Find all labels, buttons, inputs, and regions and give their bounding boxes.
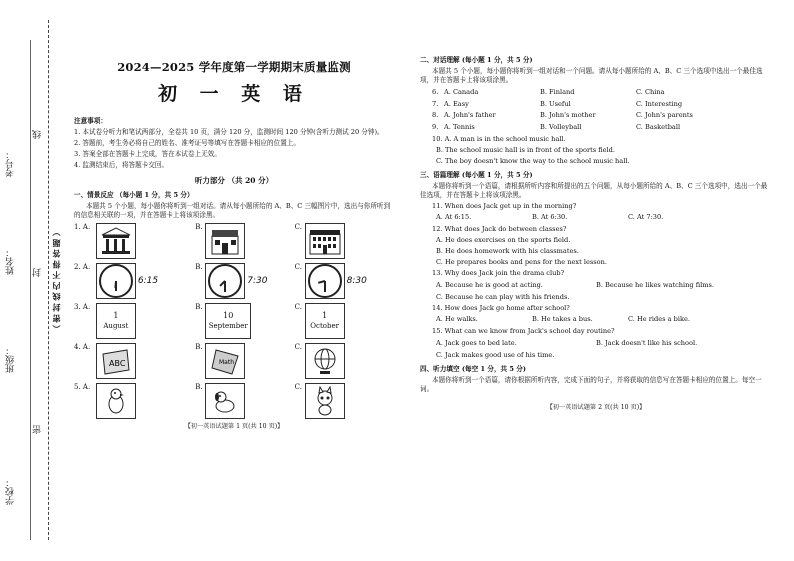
question-12-option-b: B. He does homework with his classmates. <box>436 247 579 256</box>
binding-seal-char: 封 <box>33 268 43 277</box>
option-a <box>96 223 195 259</box>
question-15-options: A. Jack goes to bed late. B. Jack doesn't like his school. <box>436 339 698 348</box>
section-2-instructions: 本题共 5 个小题，每小题你将听到一组对话和一个问题。请从每小题所给的 A、B、C 三个选项中选出一个最佳选项，并在答题卡上将该项涂黑。 <box>420 66 763 84</box>
bird-icon <box>96 383 136 419</box>
question-11: 11. When does Jack get up in the morning? <box>432 201 577 210</box>
question-11-options: A. At 6:15. B. At 6:30. C. At 7:30. <box>436 213 664 222</box>
question-number: 2. A. <box>74 263 91 272</box>
question-13-option-c: C. Because he can play with his friends. <box>436 292 570 301</box>
option-a <box>96 303 195 339</box>
option-c: C. <box>295 223 394 259</box>
svg-text:ABC: ABC <box>108 359 126 369</box>
binding-secret-char: 密 <box>33 425 43 434</box>
page-1 <box>74 36 394 432</box>
cat-icon <box>305 383 345 419</box>
option-a <box>96 383 195 419</box>
listening-heading: 听力部分 （共 20 分） <box>194 175 274 185</box>
question-2 <box>74 263 394 299</box>
option-b: B. Math <box>195 343 294 379</box>
option-a <box>96 263 195 299</box>
option-b: B. 7:30 <box>195 263 294 299</box>
section-4-instructions: 本题你将听到一个语篇，请你根据所听内容，完成下面的句子，并将获取的信息写在答题卡相应的位置上。每空一词。 <box>420 375 762 393</box>
option-c: C. 8:30 <box>295 263 394 299</box>
question-13: 13. Why does Jack join the drama club? <box>432 268 565 277</box>
section-2-heading: 二、对话理解 (每小题 1 分，共 5 分) <box>420 56 533 64</box>
question-9: 9. A. Tennis B. Volleyball C. Basketball <box>432 123 681 132</box>
museum-icon <box>305 223 345 259</box>
question-number: 5. A. <box>74 383 91 392</box>
question-12-option-c: C. He prepares books and pens for the next lesson. <box>436 258 607 267</box>
question-13-options: A. Because he is good at acting. B. Because he likes watching films. <box>436 280 714 289</box>
notice-heading: 注意事项： <box>74 117 107 126</box>
option-b: B. <box>195 223 294 259</box>
notice-item: 2. 答题前，考生务必将自己的姓名、准考证号等填写在答题卡相应的位置上。 <box>74 138 300 147</box>
binding-line-char: 线 <box>33 130 43 139</box>
question-number: 3. A. <box>74 303 91 312</box>
question-number: 4. A. <box>74 343 91 352</box>
shop-icon <box>205 223 245 259</box>
handwritten-time: 6:15 <box>137 276 159 287</box>
question-7: 7. A. Easy B. Useful C. Interesting <box>432 99 683 108</box>
library-icon <box>96 223 136 259</box>
class-label: 班级： <box>6 346 16 373</box>
calendar-icon: 10 September <box>205 303 251 339</box>
option-b: B. <box>195 383 294 419</box>
question-14: 14. How does Jack go home after school? <box>432 303 570 312</box>
question-10-option-c: C. The boy doesn't know the way to the school music hall. <box>436 157 630 166</box>
question-15-option-c: C. Jack makes good use of his time. <box>436 351 555 360</box>
abc-book-icon <box>96 343 136 379</box>
question-14-options: A. He walks. B. He takes a bus. C. He rides a bike. <box>436 315 690 324</box>
globe-icon <box>305 343 345 379</box>
question-12-option-a: A. He does exercises on the sports field. <box>436 236 571 245</box>
question-1 <box>74 223 394 259</box>
section-4-heading: 四、听力填空 (每空 1 分，共 5 分) <box>420 365 527 374</box>
subject-title: 初 一 英 语 <box>158 82 310 105</box>
binding-line-dashed <box>48 20 49 540</box>
math-book-icon <box>205 343 245 379</box>
notice-item: 1. 本试卷分听力和笔试两部分，全卷共 10 页，满分 120 分，监测时间 120 分钟(含听力测试 20 分钟)。 <box>74 128 384 137</box>
option-a <box>96 343 195 379</box>
question-number: 1. A. <box>74 223 91 232</box>
binding-warning: （ 密 封 线 内 不 得 答 题 ） <box>51 228 61 334</box>
name-label: 姓名： <box>6 248 16 275</box>
binding-line-outer <box>30 40 31 540</box>
school-label: 学校： <box>6 478 16 505</box>
exam-no-label: 考号： <box>6 150 16 177</box>
clock-icon <box>205 263 245 299</box>
question-3 <box>74 303 394 339</box>
clock-icon <box>305 263 345 299</box>
section-1-instructions: 本题共 5 个小题，每小题你将听到一组对话。请从每小题所给的 A、B、C 三幅图片中，选出与你所听到的信息相关联的一项，并在答题卡上将该项涂黑。 <box>74 201 391 219</box>
question-8: 8. A. John's father B. John's mother C. John's parents <box>432 111 693 120</box>
svg-text:Math: Math <box>219 359 235 367</box>
question-15: 15. What can we know from Jack's school day routine? <box>432 327 615 336</box>
question-10-option-b: B. The school music hall is in front of the sports field. <box>436 146 615 155</box>
notice-item: 4. 监测结束后，将答题卡交回。 <box>74 160 169 169</box>
page-2 <box>420 56 772 412</box>
dog-icon <box>205 383 245 419</box>
question-6: 6. A. Canada B. Finland C. China <box>432 87 665 96</box>
binding-margin <box>0 0 62 561</box>
calendar-icon: 1 August <box>96 303 136 339</box>
clock-icon <box>96 263 136 299</box>
question-10: 10. A. A man is in the school music hall. <box>432 135 566 144</box>
handwritten-time: 8:30 <box>346 276 367 287</box>
section-3-heading: 三、语篇理解 (每小题 1 分，共 5 分) <box>420 170 533 179</box>
question-4 <box>74 343 394 379</box>
calendar-icon: 1 October <box>305 303 345 339</box>
option-c: C. <box>295 383 394 419</box>
exam-title: 2024—2025 学年度第一学期期末质量监测 <box>117 60 351 74</box>
page-2-footer: 【初一英语试题第 2 页(共 10 页)】 <box>546 403 646 411</box>
question-12: 12. What does Jack do between classes? <box>432 225 567 234</box>
section-3-instructions: 本题你将听到一个语篇，请根据所听内容和所提出的五个问题，从每小题所给的 A、B、C 三个选项中，选出一个最佳选项，并在答题卡上将该项涂黑。 <box>420 181 768 199</box>
page-1-footer: 【初一英语试题第 1 页(共 10 页)】 <box>184 423 284 431</box>
option-c: C. 1 October <box>295 303 394 339</box>
section-1-heading: 一、情景反应 （每小题 1 分，共 5 分） <box>74 190 194 199</box>
option-b: B. 10 September <box>195 303 294 339</box>
notice-item: 3. 答案全部在答题卡上完成，答在本试卷上无效。 <box>74 149 221 158</box>
question-5 <box>74 383 394 419</box>
option-c: C. <box>295 343 394 379</box>
handwritten-time: 7:30 <box>247 276 268 287</box>
